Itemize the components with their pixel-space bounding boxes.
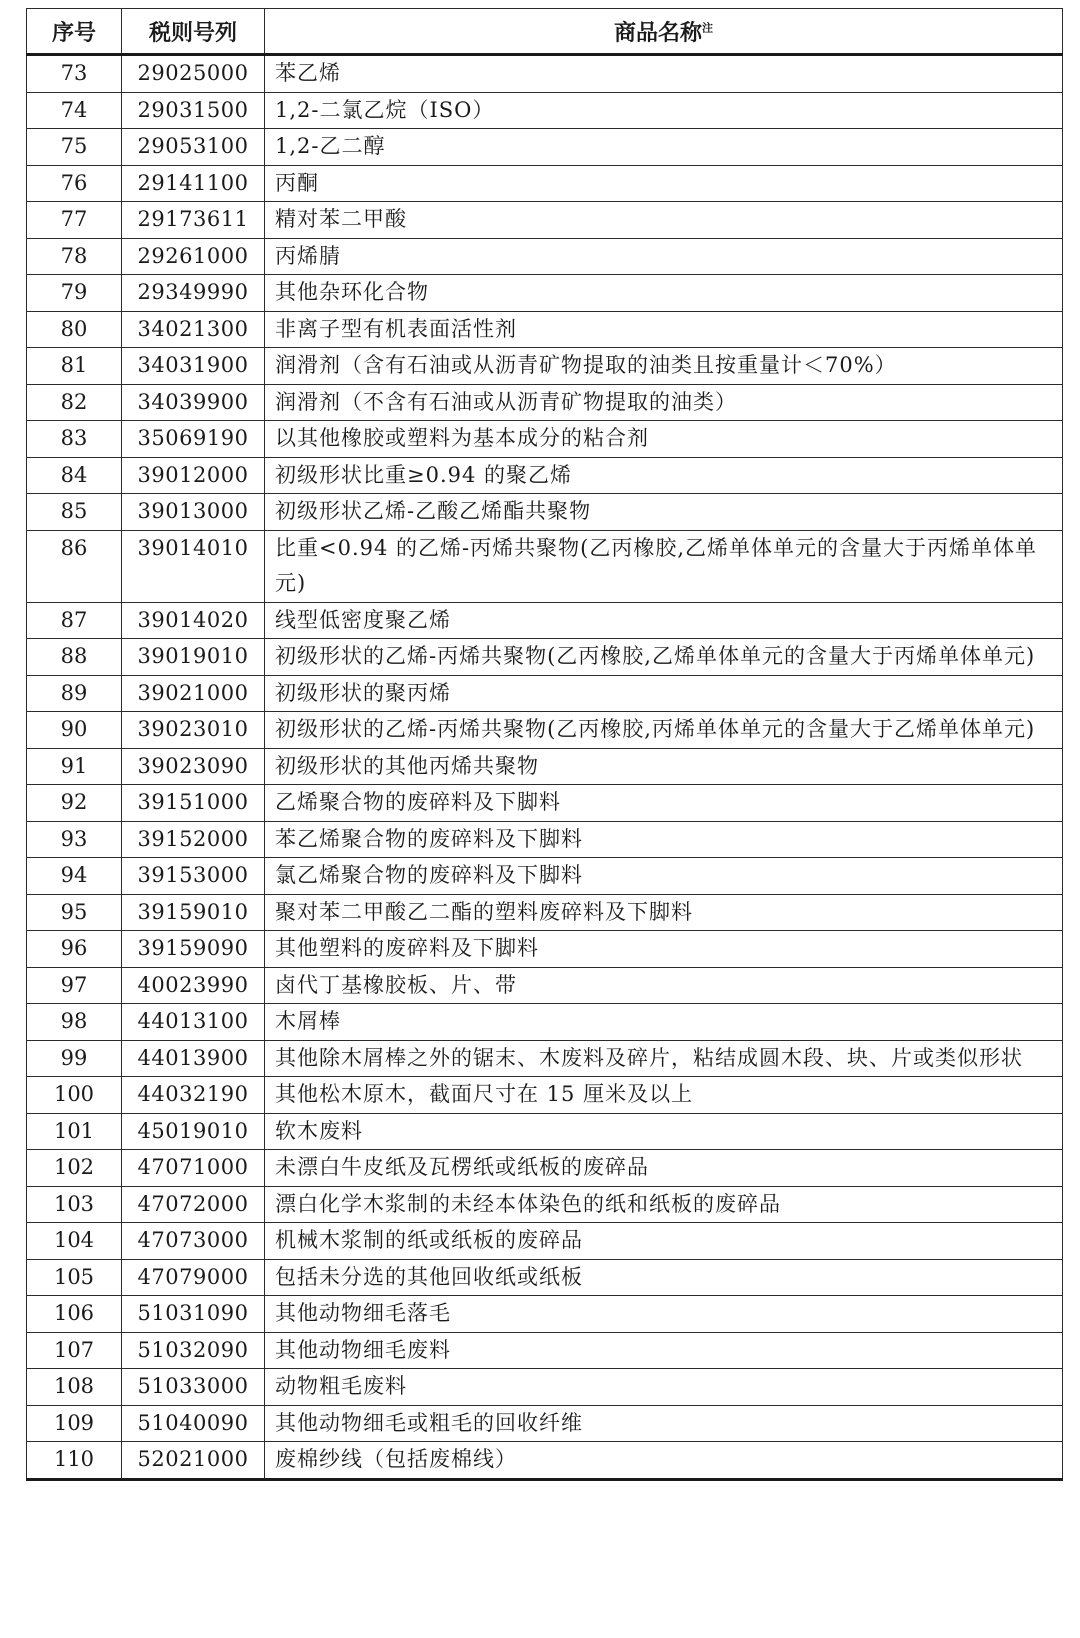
row-commodity-name: 初级形状的聚丙烯	[265, 675, 1063, 712]
commodity-table	[26, 8, 1063, 1481]
row-seq: 99	[27, 1040, 122, 1077]
row-tariff-code: 39019010	[122, 639, 265, 676]
row-commodity-name: 丙酮	[265, 165, 1063, 202]
row-commodity-name: 1,2-二氯乙烷（ISO）	[265, 92, 1063, 129]
header-name	[265, 9, 1063, 55]
table-row	[27, 165, 1063, 202]
row-seq: 83	[27, 421, 122, 458]
row-tariff-code: 47079000	[122, 1259, 265, 1296]
row-seq: 101	[27, 1113, 122, 1150]
row-tariff-code: 39159090	[122, 931, 265, 968]
row-commodity-name: 其他除木屑棒之外的锯末、木废料及碎片，粘结成圆木段、块、片或类似形状	[265, 1040, 1063, 1077]
row-tariff-code: 39013000	[122, 494, 265, 531]
table-row	[27, 1442, 1063, 1480]
table-row	[27, 494, 1063, 531]
row-commodity-name: 其他动物细毛或粗毛的回收纤维	[265, 1405, 1063, 1442]
table-row	[27, 748, 1063, 785]
row-seq: 108	[27, 1369, 122, 1406]
row-seq: 80	[27, 311, 122, 348]
row-tariff-code: 51032090	[122, 1332, 265, 1369]
table-row	[27, 1077, 1063, 1114]
table-row	[27, 1004, 1063, 1041]
row-seq: 76	[27, 165, 122, 202]
row-commodity-name: 比重<0.94 的乙烯-丙烯共聚物(乙丙橡胶,乙烯单体单元的含量大于丙烯单体单元)	[265, 530, 1063, 602]
row-commodity-name: 其他动物细毛废料	[265, 1332, 1063, 1369]
table-row	[27, 1186, 1063, 1223]
table-row	[27, 602, 1063, 639]
row-seq: 79	[27, 275, 122, 312]
row-commodity-name: 氯乙烯聚合物的废碎料及下脚料	[265, 858, 1063, 895]
row-commodity-name: 精对苯二甲酸	[265, 202, 1063, 239]
row-tariff-code: 39014020	[122, 602, 265, 639]
row-commodity-name: 初级形状比重≥0.94 的聚乙烯	[265, 457, 1063, 494]
row-seq: 107	[27, 1332, 122, 1369]
row-tariff-code: 47071000	[122, 1150, 265, 1187]
table-row	[27, 1113, 1063, 1150]
table-row	[27, 275, 1063, 312]
table-row	[27, 675, 1063, 712]
row-commodity-name: 软木废料	[265, 1113, 1063, 1150]
row-seq: 84	[27, 457, 122, 494]
row-seq: 104	[27, 1223, 122, 1260]
table-row	[27, 1405, 1063, 1442]
row-commodity-name: 初级形状乙烯-乙酸乙烯酯共聚物	[265, 494, 1063, 531]
row-tariff-code: 40023990	[122, 967, 265, 1004]
row-seq: 89	[27, 675, 122, 712]
table-row	[27, 55, 1063, 93]
row-seq: 105	[27, 1259, 122, 1296]
row-tariff-code: 29053100	[122, 129, 265, 166]
table-row	[27, 1223, 1063, 1260]
row-tariff-code: 39012000	[122, 457, 265, 494]
row-tariff-code: 52021000	[122, 1442, 265, 1480]
row-commodity-name: 苯乙烯	[265, 55, 1063, 93]
row-tariff-code: 34039900	[122, 384, 265, 421]
row-tariff-code: 39153000	[122, 858, 265, 895]
row-commodity-name: 润滑剂（不含有石油或从沥青矿物提取的油类）	[265, 384, 1063, 421]
row-tariff-code: 44013100	[122, 1004, 265, 1041]
row-seq: 86	[27, 530, 122, 602]
row-commodity-name: 初级形状的乙烯-丙烯共聚物(乙丙橡胶,丙烯单体单元的含量大于乙烯单体单元)	[265, 712, 1063, 749]
header-name-label: 商品名称	[613, 20, 702, 46]
header-seq: 序号	[27, 9, 122, 55]
row-seq: 87	[27, 602, 122, 639]
row-tariff-code: 29349990	[122, 275, 265, 312]
row-seq: 102	[27, 1150, 122, 1187]
row-tariff-code: 51033000	[122, 1369, 265, 1406]
row-commodity-name: 其他塑料的废碎料及下脚料	[265, 931, 1063, 968]
row-tariff-code: 29031500	[122, 92, 265, 129]
row-commodity-name: 漂白化学木浆制的未经本体染色的纸和纸板的废碎品	[265, 1186, 1063, 1223]
table-row	[27, 931, 1063, 968]
row-seq: 97	[27, 967, 122, 1004]
row-commodity-name: 1,2-乙二醇	[265, 129, 1063, 166]
row-seq: 90	[27, 712, 122, 749]
table-row	[27, 530, 1063, 602]
row-tariff-code: 39159010	[122, 894, 265, 931]
table-row	[27, 1296, 1063, 1333]
table-row	[27, 967, 1063, 1004]
table-row	[27, 1369, 1063, 1406]
row-tariff-code: 29025000	[122, 55, 265, 93]
table-row	[27, 712, 1063, 749]
table-row	[27, 92, 1063, 129]
header-row	[27, 9, 1063, 55]
row-seq: 91	[27, 748, 122, 785]
row-commodity-name: 包括未分选的其他回收纸或纸板	[265, 1259, 1063, 1296]
table-row	[27, 1040, 1063, 1077]
row-commodity-name: 聚对苯二甲酸乙二酯的塑料废碎料及下脚料	[265, 894, 1063, 931]
row-tariff-code: 39021000	[122, 675, 265, 712]
row-commodity-name: 其他杂环化合物	[265, 275, 1063, 312]
table-row	[27, 348, 1063, 385]
row-seq: 94	[27, 858, 122, 895]
row-seq: 81	[27, 348, 122, 385]
row-tariff-code: 51040090	[122, 1405, 265, 1442]
row-commodity-name: 废棉纱线（包括废棉线）	[265, 1442, 1063, 1480]
row-seq: 103	[27, 1186, 122, 1223]
row-tariff-code: 29173611	[122, 202, 265, 239]
row-tariff-code: 35069190	[122, 421, 265, 458]
row-tariff-code: 39023010	[122, 712, 265, 749]
table-row	[27, 129, 1063, 166]
row-tariff-code: 29141100	[122, 165, 265, 202]
row-seq: 85	[27, 494, 122, 531]
table-row	[27, 311, 1063, 348]
table-row	[27, 1259, 1063, 1296]
row-commodity-name: 机械木浆制的纸或纸板的废碎品	[265, 1223, 1063, 1260]
row-commodity-name: 其他松木原木，截面尺寸在 15 厘米及以上	[265, 1077, 1063, 1114]
row-seq: 88	[27, 639, 122, 676]
row-commodity-name: 以其他橡胶或塑料为基本成分的粘合剂	[265, 421, 1063, 458]
row-commodity-name: 动物粗毛废料	[265, 1369, 1063, 1406]
row-seq: 78	[27, 238, 122, 275]
table-row	[27, 821, 1063, 858]
row-tariff-code: 34031900	[122, 348, 265, 385]
table-row	[27, 421, 1063, 458]
table-body	[27, 55, 1063, 1480]
row-tariff-code: 34021300	[122, 311, 265, 348]
table-header	[27, 9, 1063, 55]
row-seq: 95	[27, 894, 122, 931]
row-seq: 75	[27, 129, 122, 166]
table-row	[27, 894, 1063, 931]
row-seq: 109	[27, 1405, 122, 1442]
table-row	[27, 202, 1063, 239]
row-seq: 93	[27, 821, 122, 858]
row-tariff-code: 47073000	[122, 1223, 265, 1260]
table-row	[27, 1332, 1063, 1369]
table-row	[27, 1150, 1063, 1187]
row-commodity-name: 苯乙烯聚合物的废碎料及下脚料	[265, 821, 1063, 858]
row-seq: 74	[27, 92, 122, 129]
row-tariff-code: 44032190	[122, 1077, 265, 1114]
row-seq: 110	[27, 1442, 122, 1480]
row-commodity-name: 初级形状的其他丙烯共聚物	[265, 748, 1063, 785]
header-name-note: 注	[702, 21, 713, 35]
row-tariff-code: 39151000	[122, 785, 265, 822]
row-seq: 82	[27, 384, 122, 421]
row-seq: 77	[27, 202, 122, 239]
row-commodity-name: 润滑剂（含有石油或从沥青矿物提取的油类且按重量计＜70%）	[265, 348, 1063, 385]
table-row	[27, 384, 1063, 421]
row-commodity-name: 线型低密度聚乙烯	[265, 602, 1063, 639]
row-commodity-name: 木屑棒	[265, 1004, 1063, 1041]
table-row	[27, 238, 1063, 275]
row-commodity-name: 乙烯聚合物的废碎料及下脚料	[265, 785, 1063, 822]
table-row	[27, 457, 1063, 494]
row-tariff-code: 39014010	[122, 530, 265, 602]
table-row	[27, 858, 1063, 895]
row-commodity-name: 未漂白牛皮纸及瓦楞纸或纸板的废碎品	[265, 1150, 1063, 1187]
header-code: 税则号列	[122, 9, 265, 55]
row-seq: 106	[27, 1296, 122, 1333]
row-commodity-name: 非离子型有机表面活性剂	[265, 311, 1063, 348]
row-commodity-name: 卤代丁基橡胶板、片、带	[265, 967, 1063, 1004]
table-row	[27, 785, 1063, 822]
table-row	[27, 639, 1063, 676]
row-seq: 98	[27, 1004, 122, 1041]
row-seq: 100	[27, 1077, 122, 1114]
row-seq: 96	[27, 931, 122, 968]
row-tariff-code: 47072000	[122, 1186, 265, 1223]
row-commodity-name: 初级形状的乙烯-丙烯共聚物(乙丙橡胶,乙烯单体单元的含量大于丙烯单体单元)	[265, 639, 1063, 676]
row-tariff-code: 44013900	[122, 1040, 265, 1077]
row-seq: 92	[27, 785, 122, 822]
row-tariff-code: 51031090	[122, 1296, 265, 1333]
row-seq: 73	[27, 55, 122, 93]
row-tariff-code: 39023090	[122, 748, 265, 785]
row-tariff-code: 29261000	[122, 238, 265, 275]
row-commodity-name: 丙烯腈	[265, 238, 1063, 275]
row-tariff-code: 39152000	[122, 821, 265, 858]
row-tariff-code: 45019010	[122, 1113, 265, 1150]
row-commodity-name: 其他动物细毛落毛	[265, 1296, 1063, 1333]
